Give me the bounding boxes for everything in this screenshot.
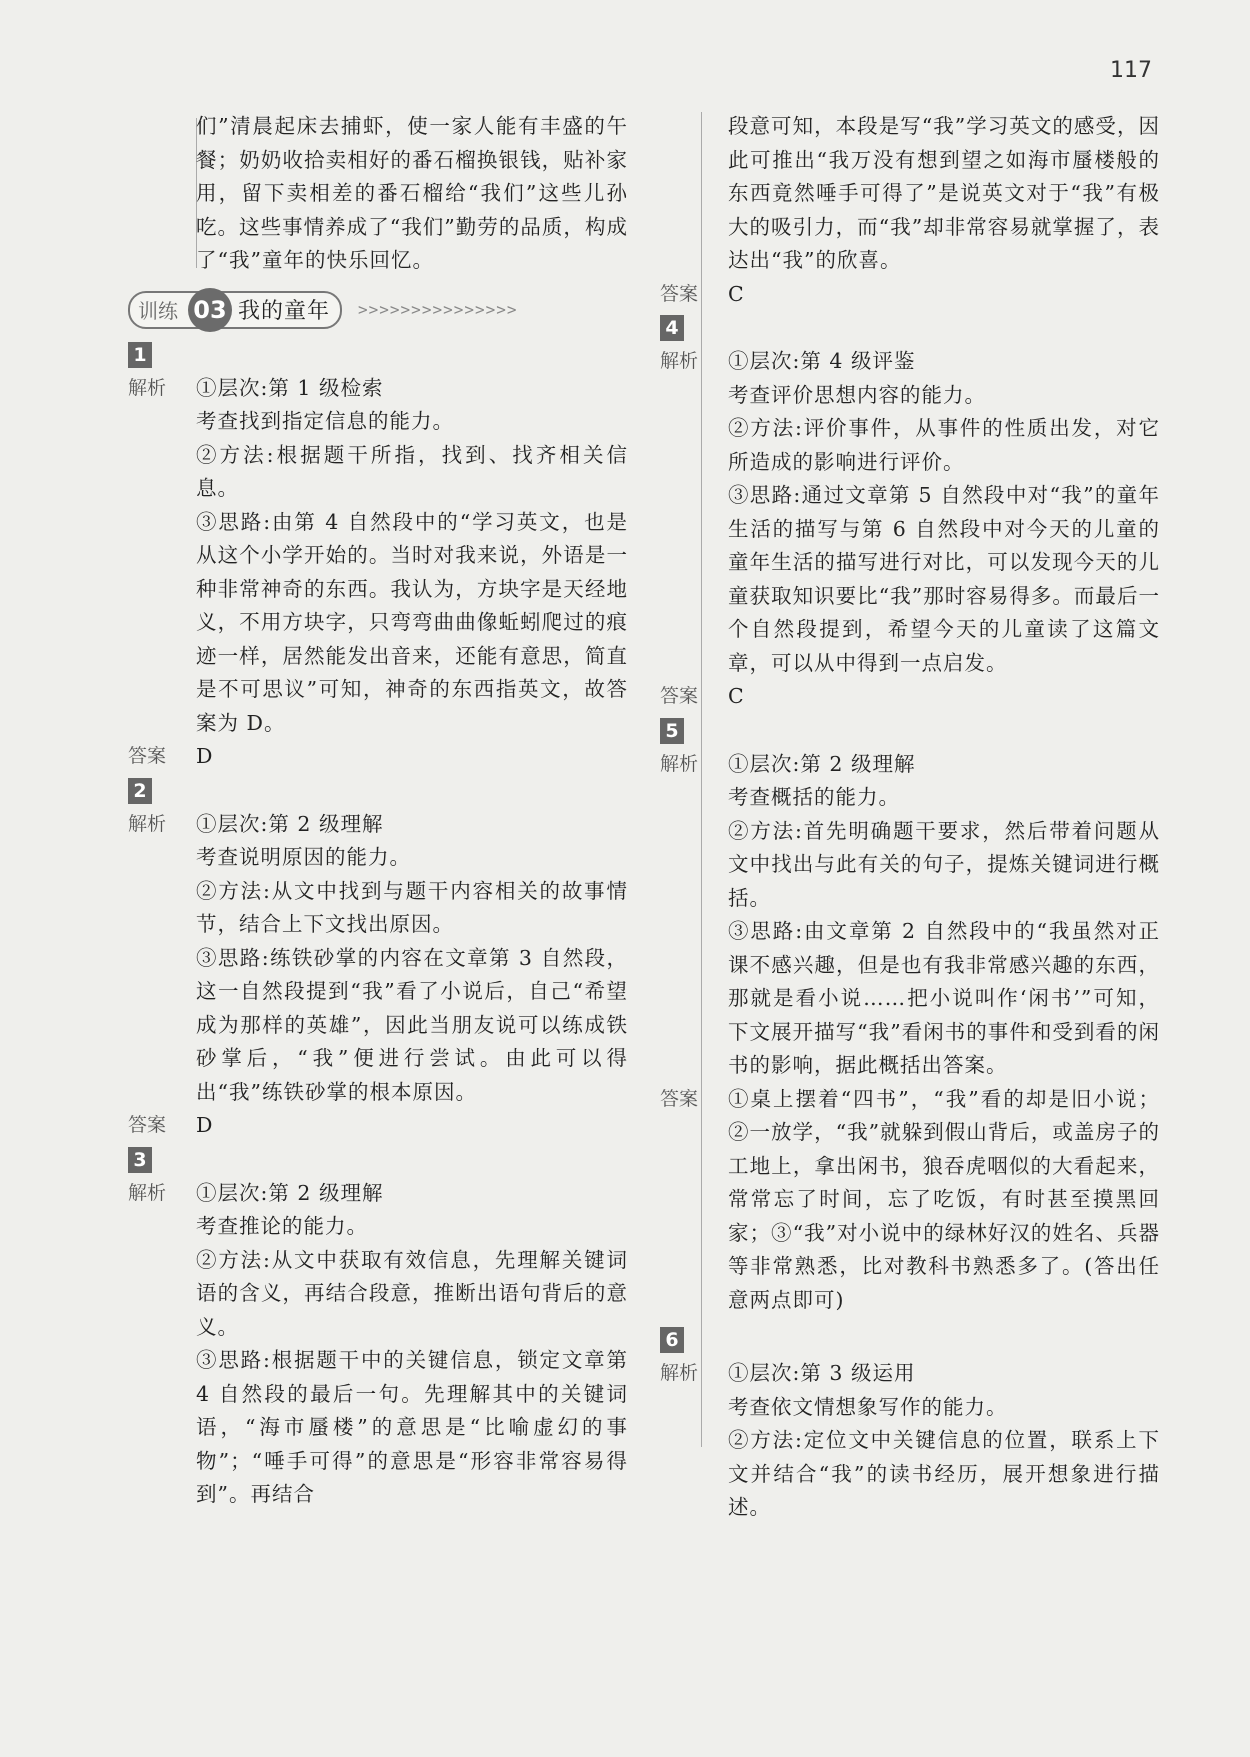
answer-tag: 答案 bbox=[128, 745, 167, 767]
level-text: ①层次:第 4 级评鉴 bbox=[728, 349, 916, 373]
analysis-block bbox=[660, 345, 1160, 680]
method-text: ②方法:根据题干所指，找到、找齐相关信息。 bbox=[196, 442, 628, 500]
question-number: 2 bbox=[128, 778, 152, 804]
answer-block bbox=[128, 1109, 628, 1143]
answer-block bbox=[128, 740, 628, 774]
analysis-tag: 解析 bbox=[128, 1181, 167, 1204]
idea-text: ③思路:根据题干中的关键信息，锁定文章第 4 自然段的最后一句。先理解其中的关键词语，“海市蜃楼”的意思是“比喻虚幻的事物”；“唾手可得”的意思是“形容非常容易得到”。再结合 bbox=[196, 1348, 628, 1506]
idea-text: ③思路:由文章第 2 自然段中的“我虽然对正课不感兴趣，但是也有我非常感兴趣的东西，那就是看小说……把小说叫作‘闲书’”可知，下文展开描写“我”看闲书的事件和受到看的闲书的影响，据此概括出答案。 bbox=[728, 919, 1160, 1077]
method-text: ②方法:从文中找到与题干内容相关的故事情节，结合上下文找出原因。 bbox=[196, 878, 628, 936]
analysis-tag: 解析 bbox=[128, 376, 167, 399]
section-label: 训练 bbox=[138, 299, 178, 323]
page-number: 117 bbox=[1110, 58, 1152, 83]
level-text: ①层次:第 2 级理解 bbox=[196, 1180, 384, 1205]
level-text: ①层次:第 2 级理解 bbox=[728, 751, 916, 776]
level-desc: 考查找到指定信息的能力。 bbox=[196, 409, 454, 433]
level-desc: 考查推论的能力。 bbox=[196, 1214, 368, 1238]
analysis-tag: 解析 bbox=[128, 812, 167, 835]
method-text: ②方法:首先明确题干要求，然后带着问题从文中找出与此有关的句子，提炼关键词进行概括。 bbox=[728, 818, 1160, 910]
answer-tag: 答案 bbox=[660, 685, 699, 707]
section-arrows: >>>>>>>>>>>>>>> bbox=[358, 300, 518, 319]
level-desc: 考查依文情想象写作的能力。 bbox=[728, 1394, 1008, 1419]
analysis-block bbox=[660, 748, 1160, 1083]
level-desc: 考查评价思想内容的能力。 bbox=[728, 382, 986, 407]
idea-text: ③思路:由第 4 自然段中的“学习英文，也是从这个小学开始的。当时对我来说，外语是一种非常神奇的东西。我认为，方块字是天经地义，不用方块字，只弯弯曲曲像蚯蚓爬过的痕迹一样，居然能发出音来，还能有意思，简直是不可思议”可知，神奇的东西指英文，故答案为 D。 bbox=[196, 509, 628, 735]
level-text: ①层次:第 1 级检索 bbox=[196, 375, 384, 400]
question-number: 3 bbox=[128, 1147, 152, 1173]
continued-paragraph: 段意可知，本段是写“我”学习英文的感受，因此可推出“我万没有想到望之如海市蜃楼般的东西竟然唾手可得了”是说英文对于“我”有极大的吸引力，而“我”却非常容易就掌握了，表达出“我”的欣喜。 bbox=[728, 114, 1160, 272]
idea-text: ③思路:通过文章第 5 自然段中对“我”的童年生活的描写与第 6 自然段中对今天的儿童的童年生活的描写进行对比，可以发现今天的儿童获取知识要比“我”那时容易得多。而最后一个自然段提到，希望今天的儿童读了这篇文章，可以从中得到一点启发。 bbox=[728, 483, 1160, 675]
answer-block bbox=[660, 278, 1160, 312]
level-desc: 考查说明原因的能力。 bbox=[196, 845, 411, 869]
analysis-tag: 解析 bbox=[660, 1362, 699, 1384]
question-number: 4 bbox=[660, 315, 684, 341]
question-number: 5 bbox=[660, 718, 684, 744]
answer-value: C bbox=[728, 281, 744, 306]
right-column bbox=[660, 110, 1160, 1525]
answer-value: D bbox=[196, 1113, 213, 1137]
method-text: ②方法:从文中获取有效信息，先理解关键词语的含义，再结合段意，推断出语句背后的意义。 bbox=[196, 1247, 628, 1339]
idea-text: ③思路:练铁砂掌的内容在文章第 3 自然段，这一自然段提到“我”看了小说后，自己“希望成为那样的英雄”，因此当朋友说可以练成铁砂掌后，“我”便进行尝试。由此可以得出“我”练铁砂掌的根本原因。 bbox=[196, 945, 628, 1104]
intro-paragraph: 们”清晨起床去捕虾，使一家人能有丰盛的午餐；奶奶收拾卖相好的番石榴换银钱，贴补家用，留下卖相差的番石榴给“我们”这些儿孙吃。这些事情养成了“我们”勤劳的品质，构成了“我”童年的快乐回忆。 bbox=[196, 114, 628, 272]
answer-value: C bbox=[728, 684, 744, 708]
level-desc: 考查概括的能力。 bbox=[728, 785, 900, 809]
section-title: 我的童年 bbox=[238, 299, 331, 324]
method-text: ②方法:定位文中关键信息的位置，联系上下文并结合“我”的读书经历，展开想象进行描述。 bbox=[728, 1428, 1160, 1519]
analysis-block bbox=[660, 1357, 1160, 1525]
answer-tag: 答案 bbox=[660, 1087, 699, 1110]
analysis-tag: 解析 bbox=[660, 350, 699, 372]
level-text: ①层次:第 2 级理解 bbox=[196, 811, 384, 836]
answer-value: D bbox=[196, 744, 213, 768]
section-pill bbox=[128, 291, 342, 329]
left-column bbox=[128, 110, 628, 1512]
answer-tag: 答案 bbox=[128, 1114, 167, 1136]
level-text: ①层次:第 3 级运用 bbox=[728, 1361, 916, 1385]
analysis-block bbox=[128, 808, 628, 1110]
method-text: ②方法:评价事件，从事件的性质出发，对它所造成的影响进行评价。 bbox=[728, 416, 1160, 474]
question-number: 1 bbox=[128, 342, 152, 368]
answer-value: ①桌上摆着“四书”，“我”看的却是旧小说；②一放学，“我”就躲到假山背后，或盖房子的工地上，拿出闲书，狼吞虎咽似的大看起来，常常忘了时间，忘了吃饭，有时甚至摸黑回家；③“我”对小说中的绿林好汉的姓名、兵器等非常熟悉，比对教科书熟悉多了。(答出任意两点即可) bbox=[728, 1086, 1160, 1312]
answer-block bbox=[660, 1083, 1160, 1318]
answer-block bbox=[660, 680, 1160, 714]
analysis-block bbox=[128, 1177, 628, 1512]
question-number: 6 bbox=[660, 1327, 684, 1353]
section-number: 03 bbox=[188, 288, 232, 332]
section-header bbox=[128, 290, 628, 330]
analysis-tag: 解析 bbox=[660, 752, 699, 775]
analysis-block bbox=[128, 372, 628, 741]
answer-tag: 答案 bbox=[660, 282, 699, 305]
